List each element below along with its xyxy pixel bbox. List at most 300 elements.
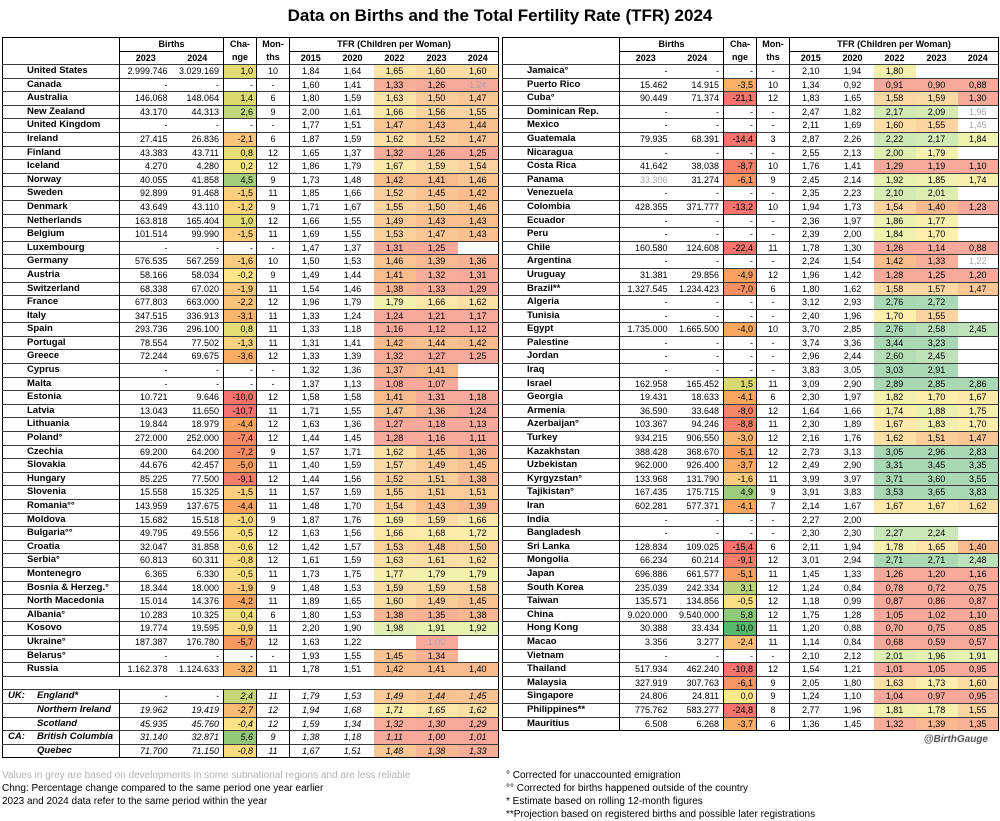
table-row: [503, 717, 999, 731]
months-cell: 10: [757, 78, 790, 92]
country-cell: Greece: [3, 350, 120, 364]
change-cell: -4,4: [224, 500, 257, 514]
births-2023-cell: 327.919: [620, 676, 672, 690]
months-cell: -: [757, 364, 790, 378]
births-2024-cell: 6.330: [172, 567, 224, 581]
tfr-2020-cell: 2,93: [832, 296, 874, 310]
tfr-2015-cell: 2,14: [790, 500, 832, 514]
months-cell: 6: [757, 540, 790, 554]
tfr-2022-cell: 1,80: [874, 65, 916, 79]
tfr-2022-cell: 0,68: [874, 635, 916, 649]
table-row: [503, 500, 999, 514]
country-cell: Ecuador: [503, 214, 620, 228]
births-2024-cell: 11.650: [172, 404, 224, 418]
tfr-2015-cell: 1,48: [290, 500, 332, 514]
tfr-2023-cell: 1,59: [416, 160, 458, 174]
tfr-2020-cell: 1,64: [332, 65, 374, 79]
tfr-2024-cell: [958, 364, 999, 378]
births-year-2024: 2024: [672, 51, 724, 65]
months-cell: 12: [257, 432, 290, 446]
births-2023-cell: -: [620, 65, 672, 79]
tfr-2022-cell: 0,78: [874, 581, 916, 595]
country-cell: Mexico: [503, 119, 620, 133]
births-2023-cell: -: [620, 119, 672, 133]
table-row: [503, 622, 999, 636]
months-cell: 9: [257, 581, 290, 595]
change-cell: 1,5: [724, 377, 757, 391]
tfr-2015-cell: 2,39: [790, 228, 832, 242]
tfr-2015-cell: 3,09: [790, 377, 832, 391]
births-2023-cell: 92.899: [120, 187, 172, 201]
tfr-2024-cell: 1,33: [458, 744, 499, 758]
tfr-2022-cell: 1,59: [374, 581, 416, 595]
tfr-2020-cell: 1,61: [332, 105, 374, 119]
country-cell: Palestine: [503, 336, 620, 350]
table-row: [3, 119, 499, 133]
tfr-2020-cell: 1,80: [832, 676, 874, 690]
tfr-2022-cell: 1,77: [374, 567, 416, 581]
tfr-2022-cell: 1,67: [874, 418, 916, 432]
table-row: [3, 132, 499, 146]
table-row: [503, 65, 999, 79]
country-cell: Guatemala: [503, 132, 620, 146]
tfr-2024-cell: 0,57: [958, 635, 999, 649]
births-2024-cell: 4.280: [172, 160, 224, 174]
tfr-year-2020: 2020: [342, 52, 363, 63]
tfr-2022-cell: 1,81: [874, 703, 916, 717]
births-2023-cell: 43.383: [120, 146, 172, 160]
table-row: [3, 160, 499, 174]
tfr-2023-cell: 1,31: [416, 391, 458, 405]
change-cell: -1,9: [224, 282, 257, 296]
births-2024-cell: 94.246: [672, 418, 724, 432]
tfr-2015-cell: 1,69: [290, 228, 332, 242]
births-2023-cell: 45.935: [120, 717, 172, 731]
tfr-2015-cell: 2,40: [790, 309, 832, 323]
births-2024-cell: 148.064: [172, 92, 224, 106]
tfr-2024-cell: 1,11: [458, 432, 499, 446]
tfr-2022-cell: 1,42: [374, 663, 416, 677]
tfr-2024-cell: 1,55: [458, 105, 499, 119]
table-row: [3, 187, 499, 201]
tfr-2020-cell: 1,62: [832, 282, 874, 296]
births-2024-cell: 68.391: [672, 132, 724, 146]
tfr-2015-cell: 1,94: [790, 200, 832, 214]
births-2024-cell: -: [672, 255, 724, 269]
country-cell: Estonia: [3, 391, 120, 405]
footnote-emigration: ° Corrected for unaccounted emigration: [506, 770, 681, 782]
tfr-2024-cell: 1,47: [958, 282, 999, 296]
births-2024-cell: 124.608: [672, 241, 724, 255]
table-row: [3, 146, 499, 160]
country-cell: Puerto Rico: [503, 78, 620, 92]
watermark: @BirthGauge: [923, 734, 988, 746]
country-cell: Jordan: [503, 350, 620, 364]
births-2023-cell: 19.844: [120, 418, 172, 432]
change-cell: -2,2: [224, 296, 257, 310]
births-2023-cell: -: [120, 78, 172, 92]
months-cell: -: [757, 527, 790, 541]
tfr-2020-cell: 1,45: [332, 432, 374, 446]
tfr-2024-cell: 1,44: [458, 119, 499, 133]
births-2024-cell: 49.556: [172, 527, 224, 541]
country-cell: Costa Rica: [503, 160, 620, 174]
tfr-2022-cell: 1,82: [874, 391, 916, 405]
change-cell: -5,0: [224, 459, 257, 473]
country-cell: Hong Kong: [503, 622, 620, 636]
table-row: [3, 255, 499, 269]
months-cell: 9: [257, 268, 290, 282]
months-cell: 11: [257, 663, 290, 677]
table-row: [503, 445, 999, 459]
country-cell: Albania°: [3, 608, 120, 622]
tfr-2024-cell: 1,42: [458, 336, 499, 350]
births-2023-cell: 128.834: [620, 540, 672, 554]
tfr-2023-cell: 1,36: [416, 404, 458, 418]
tfr-2015-cell: 1,77: [290, 119, 332, 133]
tfr-2022-cell: 1,05: [874, 608, 916, 622]
tfr-2015-cell: 1,38: [290, 731, 332, 745]
change-cell: -6,1: [724, 676, 757, 690]
tfr-2015-cell: 1,59: [290, 717, 332, 731]
births-2023-cell: 13.043: [120, 404, 172, 418]
births-2024-cell: 29.856: [672, 268, 724, 282]
table-row: [503, 92, 999, 106]
births-2024-cell: -: [672, 309, 724, 323]
tfr-2024-cell: 1,46: [458, 173, 499, 187]
months-cell: 12: [257, 160, 290, 174]
country-cell: Hungary: [3, 472, 120, 486]
tfr-2020-cell: 1,39: [332, 350, 374, 364]
change-cell: -3,1: [224, 309, 257, 323]
tfr-2024-cell: 1,47: [458, 132, 499, 146]
country-cell: Egypt: [503, 323, 620, 337]
tfr-2023-cell: 1,30: [416, 717, 458, 731]
months-cell: -: [757, 309, 790, 323]
births-2023-cell: 1.735.000: [620, 323, 672, 337]
country-name: Northern Ireland: [37, 703, 111, 715]
change-cell: -6,1: [724, 173, 757, 187]
tfr-2022-cell: 3,71: [874, 472, 916, 486]
tfr-2024-cell: 1,70: [958, 418, 999, 432]
tfr-2015-cell: 1,33: [290, 309, 332, 323]
tfr-2015-cell: 1,60: [290, 78, 332, 92]
tfr-year-2022: 2022: [884, 52, 905, 63]
tfr-header: TFR (Children per Woman): [290, 38, 499, 52]
change-cell: -4,9: [724, 268, 757, 282]
country-cell: [3, 703, 120, 717]
tfr-2020-cell: 1,53: [332, 255, 374, 269]
months-cell: -: [757, 65, 790, 79]
tables-row: [0, 37, 1000, 758]
change-cell: -5,7: [224, 635, 257, 649]
tfr-2022-cell: 1,49: [374, 214, 416, 228]
births-2023-cell: 58.166: [120, 268, 172, 282]
country-cell: Taiwan: [503, 595, 620, 609]
tfr-2020-cell: 1,94: [832, 65, 874, 79]
tfr-2020-cell: 1,46: [332, 282, 374, 296]
months-cell: 6: [757, 391, 790, 405]
tfr-2015-cell: 1,67: [290, 744, 332, 758]
tfr-2024-cell: [958, 214, 999, 228]
tfr-2023-cell: 1,52: [416, 132, 458, 146]
births-2024-cell: 462.240: [672, 663, 724, 677]
change-cell: 3,1: [724, 581, 757, 595]
months-cell: 12: [257, 418, 290, 432]
births-2024-cell: 18.979: [172, 418, 224, 432]
tfr-2023-cell: 0,97: [916, 690, 958, 704]
tfr-2015-cell: 2,73: [790, 445, 832, 459]
country-cell: Peru: [503, 228, 620, 242]
table-row: [503, 132, 999, 146]
tfr-2023-cell: 1,56: [416, 105, 458, 119]
tfr-2022-cell: 0,70: [874, 622, 916, 636]
tfr-2022-cell: 1,41: [374, 268, 416, 282]
months-header-line2: ths: [257, 51, 290, 65]
months-cell: 12: [257, 296, 290, 310]
change-cell: 0,8: [224, 323, 257, 337]
tfr-2022-cell: [374, 635, 416, 649]
table-row: [503, 540, 999, 554]
change-cell: -0,9: [224, 622, 257, 636]
births-2024-cell: 42.457: [172, 459, 224, 473]
change-cell: 0,8: [224, 146, 257, 160]
births-2023-cell: 18.344: [120, 581, 172, 595]
table-row: [3, 731, 499, 745]
tfr-2024-cell: 1,60: [958, 676, 999, 690]
births-2023-cell: 41.642: [620, 160, 672, 174]
change-cell: -4,1: [724, 391, 757, 405]
births-2024-cell: 3.029.169: [172, 65, 224, 79]
births-2023-cell: 32.047: [120, 540, 172, 554]
births-2023-cell: 347.515: [120, 309, 172, 323]
tfr-2022-cell: 1,32: [374, 146, 416, 160]
tfr-2023-cell: 1,25: [416, 241, 458, 255]
tfr-2022-cell: 1,98: [374, 622, 416, 636]
births-2024-cell: 137.675: [172, 500, 224, 514]
months-cell: 9: [757, 676, 790, 690]
tfr-2015-cell: 1,63: [290, 635, 332, 649]
country-cell: Austria: [3, 268, 120, 282]
tfr-2023-cell: 1,73: [916, 676, 958, 690]
tfr-2022-cell: 3,05: [874, 445, 916, 459]
footnotes-right: [500, 770, 998, 821]
births-2023-cell: 602.281: [620, 500, 672, 514]
change-cell: -: [224, 649, 257, 663]
country-cell: Sweden: [3, 187, 120, 201]
table-row: [503, 608, 999, 622]
months-cell: -: [257, 241, 290, 255]
tfr-2022-cell: 1,37: [374, 364, 416, 378]
births-2023-cell: 517.934: [620, 663, 672, 677]
tfr-2022-cell: 1,67: [374, 160, 416, 174]
tfr-2024-cell: [958, 146, 999, 160]
months-cell: 12: [757, 459, 790, 473]
tfr-2023-cell: 1,32: [416, 268, 458, 282]
country-cell: Iraq: [503, 364, 620, 378]
tfr-2022-cell: 1,86: [874, 214, 916, 228]
tfr-2022-cell: 2,01: [874, 649, 916, 663]
tfr-2023-cell: [916, 513, 958, 527]
tfr-2023-cell: 1,59: [916, 92, 958, 106]
tfr-2023-cell: 1,14: [916, 241, 958, 255]
months-cell: 11: [757, 377, 790, 391]
tfr-2015-cell: 2,10: [790, 65, 832, 79]
tfr-2015-cell: 1,87: [290, 513, 332, 527]
country-cell: Japan: [503, 567, 620, 581]
births-2024-cell: -: [672, 513, 724, 527]
country-cell: Chile: [503, 241, 620, 255]
table-row: [3, 622, 499, 636]
table-row: [3, 78, 499, 92]
births-2023-cell: 49.795: [120, 527, 172, 541]
tfr-2020-cell: 1,59: [332, 92, 374, 106]
table-row: [503, 160, 999, 174]
tfr-2022-cell: 1,58: [874, 92, 916, 106]
country-cell: United Kingdom: [3, 119, 120, 133]
births-2024-cell: 41.858: [172, 173, 224, 187]
tfr-2024-cell: 1,45: [958, 119, 999, 133]
country-cell: Iran: [503, 500, 620, 514]
table-row: [503, 690, 999, 704]
change-cell: -8,8: [724, 418, 757, 432]
tfr-2024-cell: 2,83: [958, 445, 999, 459]
tfr-2023-cell: 2,01: [916, 187, 958, 201]
births-2023-cell: -: [620, 255, 672, 269]
table-row: [3, 608, 499, 622]
tfr-2020-cell: 1,69: [832, 119, 874, 133]
country-cell: Sri Lanka: [503, 540, 620, 554]
country-name: Quebec: [37, 744, 72, 756]
months-cell: 11: [257, 282, 290, 296]
table-row: [3, 92, 499, 106]
months-cell: 11: [257, 595, 290, 609]
tfr-2023-cell: 1,49: [416, 459, 458, 473]
tfr-2015-cell: 1,85: [290, 187, 332, 201]
months-cell: 11: [257, 567, 290, 581]
tfr-2023-cell: 1,18: [416, 418, 458, 432]
births-2024-cell: 307.763: [672, 676, 724, 690]
tfr-2020-cell: 1,41: [332, 78, 374, 92]
tfr-2020-cell: 2,23: [832, 187, 874, 201]
tfr-2023-cell: 1,65: [916, 540, 958, 554]
tfr-2023-cell: 1,45: [416, 187, 458, 201]
tfr-2022-cell: 3,53: [874, 486, 916, 500]
tfr-2020-cell: 2,14: [832, 173, 874, 187]
change-cell: 4,5: [224, 173, 257, 187]
tfr-2015-cell: 1,33: [290, 350, 332, 364]
table-row: [3, 703, 499, 717]
tfr-2023-cell: 1,61: [416, 554, 458, 568]
months-cell: 10: [257, 255, 290, 269]
tfr-2020-cell: 1,58: [332, 391, 374, 405]
tfr-2015-cell: 3,83: [790, 364, 832, 378]
births-2024-cell: -: [672, 65, 724, 79]
footnote-estimate: * Estimate based on rolling 12-month figures: [506, 795, 703, 807]
tfr-2022-cell: 3,31: [874, 459, 916, 473]
change-cell: -1,0: [224, 513, 257, 527]
change-cell: -: [724, 350, 757, 364]
tfr-2023-cell: 1,41: [416, 364, 458, 378]
births-2024-cell: 43.711: [172, 146, 224, 160]
births-2024-cell: 71.150: [172, 744, 224, 758]
births-2024-cell: 336.913: [172, 309, 224, 323]
births-2024-cell: -: [672, 119, 724, 133]
tfr-2023-cell: 1,21: [416, 309, 458, 323]
country-cell: [3, 744, 120, 758]
change-cell: -3,2: [224, 663, 257, 677]
tfr-2024-cell: 1,91: [958, 649, 999, 663]
births-2024-cell: 6.268: [672, 717, 724, 731]
tfr-2024-cell: 1,50: [458, 540, 499, 554]
tfr-2015-cell: 1,96: [290, 296, 332, 310]
table-row: [3, 391, 499, 405]
tfr-2023-cell: 1,55: [916, 119, 958, 133]
births-2023-cell: 69.200: [120, 445, 172, 459]
births-2024-cell: 371.777: [672, 200, 724, 214]
tfr-2015-cell: 1,54: [790, 663, 832, 677]
births-2024-cell: 165.452: [672, 377, 724, 391]
births-2023-cell: 85.225: [120, 472, 172, 486]
country-cell: Kyrgyzstan°: [503, 472, 620, 486]
births-2024-cell: -: [172, 78, 224, 92]
tfr-2020-cell: 1,48: [332, 173, 374, 187]
country-cell: Armenia: [503, 404, 620, 418]
tfr-2015-cell: 1,63: [290, 418, 332, 432]
country-cell: Algeria: [503, 296, 620, 310]
table-header: [503, 38, 999, 65]
months-cell: -: [757, 146, 790, 160]
change-cell: 2,4: [224, 690, 257, 704]
tfr-2024-cell: 1,60: [458, 65, 499, 79]
change-cell: -4,4: [224, 418, 257, 432]
tfr-2022-cell: 1,53: [374, 228, 416, 242]
births-2023-cell: 4.270: [120, 160, 172, 174]
tfr-2022-cell: 1,62: [874, 432, 916, 446]
tfr-2024-cell: 1,79: [458, 567, 499, 581]
tfr-2023-cell: 1,68: [416, 527, 458, 541]
change-cell: -: [724, 119, 757, 133]
births-2024-cell: 663.000: [172, 296, 224, 310]
table-row: [503, 418, 999, 432]
table-row: [503, 296, 999, 310]
tfr-2015-cell: 1,76: [790, 160, 832, 174]
tfr-2020-cell: 1,70: [332, 500, 374, 514]
tfr-2024-cell: 0,75: [958, 581, 999, 595]
months-cell: 10: [757, 160, 790, 174]
change-cell: -7,0: [724, 282, 757, 296]
months-cell: 11: [757, 622, 790, 636]
table-row: [503, 214, 999, 228]
tfr-2024-cell: 1,75: [958, 404, 999, 418]
change-cell: -: [224, 377, 257, 391]
country-cell: United States: [3, 65, 120, 79]
tfr-2022-cell: 3,44: [874, 336, 916, 350]
footnote-births-outside: °° Corrected for births happened outside of the country: [506, 783, 749, 795]
births-2024-cell: -: [672, 350, 724, 364]
tfr-2015-cell: 1,37: [290, 377, 332, 391]
births-2024-cell: 926.400: [672, 459, 724, 473]
tfr-2023-cell: 2,58: [916, 323, 958, 337]
tfr-2023-cell: 1,51: [916, 432, 958, 446]
table-row: [3, 241, 499, 255]
months-cell: 6: [257, 92, 290, 106]
tfr-2020-cell: 1,97: [832, 214, 874, 228]
births-2023-cell: 15.462: [620, 78, 672, 92]
right-table-column: [502, 37, 998, 745]
tfr-2020-cell: 1,76: [332, 513, 374, 527]
tfr-year-2024: 2024: [967, 52, 988, 63]
